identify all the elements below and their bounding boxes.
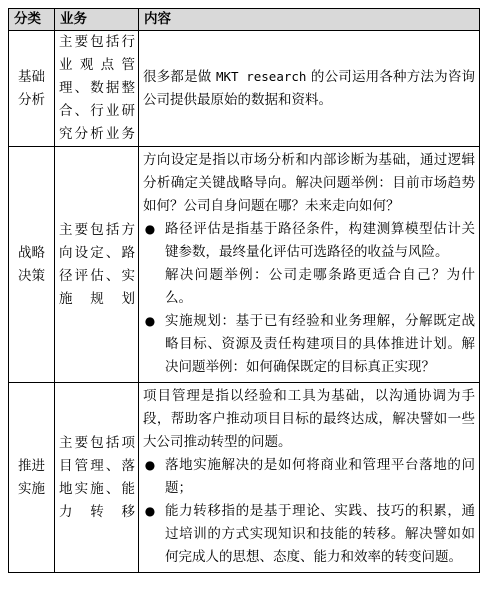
bullet-text: 路径评估是指基于路径条件，构建测算模型估计关键参数，最终量化评估可选路径的收益与风险。 [165,221,475,260]
content-intro: 方向设定是指以市场分析和内部诊断为基础，通过逻辑分析确定关键战略导向。解决问题举例：目前市场趋势如何？公司自身问题在哪？未来走向如何？ [143,152,475,214]
bullet-item [143,500,475,569]
bullet-icon: ● [144,504,156,518]
category-cell [9,147,55,383]
content-text-part1: 很多都是做 [143,68,212,85]
category-label: 战略决策 [18,244,45,284]
content-cell [139,147,480,383]
table-row-basic-analysis [9,31,480,147]
business-label: 主要包括项目管理、落地实施、能力转移 [59,434,135,520]
category-cell [9,31,55,147]
content-cell [139,383,480,573]
content-text-mkt: MKT research [215,68,307,84]
content-cell [139,31,480,147]
bullet-item [143,218,475,264]
bullet-followup: 解决问题举例：公司走哪条路更适合自己？为什么。 [165,267,475,306]
header-business: 业务 [55,9,139,31]
bullet-icon: ● [144,314,156,328]
bullet-icon: ● [144,222,156,236]
business-cell [55,31,139,147]
category-label: 推进实施 [18,457,45,497]
business-cell [55,383,139,573]
consulting-business-table [8,8,480,573]
bullet-text: 实施规划：基于已有经验和业务理解，分解既定战略目标、资源及责任构建项目的具体推进计划。解决问题举例：如何确保既定的目标真正实现？ [165,313,475,375]
header-category: 分类 [9,9,55,31]
content-text-part2: 的公司运用各种方法为咨询公司提供最原始的数据和资料。 [143,68,476,108]
table-row-implementation [9,383,480,573]
bullet-item [143,310,475,379]
header-content: 内容 [139,9,480,31]
category-cell [9,383,55,573]
business-label: 主要包括行业观点管理、数据整合、行业研究分析业务 [59,34,135,142]
bullet-text: 能力转移指的是基于理论、实践、技巧的积累，通过培训的方式实现知识和技能的转移。解决譬如如何完成人的思想、态度、能力和效率的转变问题。 [165,503,475,565]
business-cell [55,147,139,383]
bullet-text: 落地实施解决的是如何将商业和管理平台落地的问题； [165,457,475,496]
table-row-strategy [9,147,480,383]
bullet-icon: ● [144,458,156,472]
category-label: 基础分析 [18,68,45,108]
business-label: 主要包括方向设定、路径评估、实施规划 [59,221,135,307]
bullet-item [143,454,475,500]
content-intro: 项目管理是指以经验和工具为基础，以沟通协调为手段，帮助客户推动项目目标的最终达成，解决譬如一些大公司推动转型的问题。 [143,388,475,450]
table-header-row [9,9,480,31]
